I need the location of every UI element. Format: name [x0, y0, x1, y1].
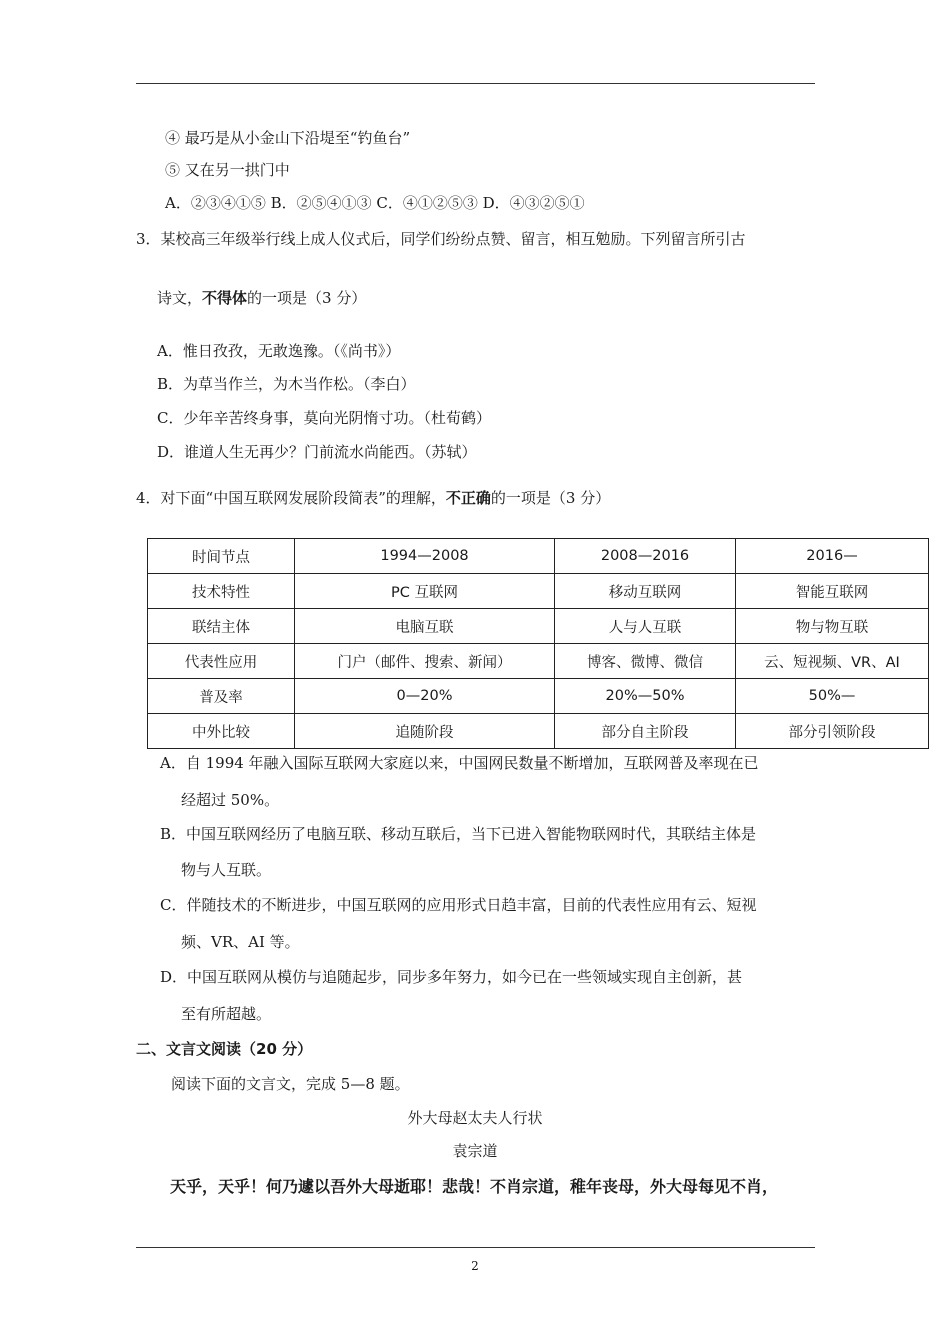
- table-cell: 0—20%: [295, 679, 555, 714]
- q4-stem-score: 的一项是（3 分）: [490, 489, 611, 507]
- table-cell: 2016—: [736, 539, 929, 574]
- table-row: [148, 609, 929, 644]
- q4-option-d-line2: 至有所超越。: [181, 1005, 272, 1023]
- q4-option-b-line2: 物与人互联。: [181, 861, 272, 879]
- table-cell: 2008—2016: [555, 539, 736, 574]
- table-cell: 50%—: [736, 679, 929, 714]
- q3-stem-score: 的一项是（3 分）: [247, 289, 367, 307]
- table-cell: 普及率: [148, 679, 295, 714]
- table-row: [148, 679, 929, 714]
- q2-answer-options: A．②③④①⑤ B．②⑤④①③ C．④①②⑤③ D．④③②⑤①: [165, 194, 585, 212]
- table-cell: 部分引领阶段: [736, 714, 929, 749]
- table-cell: 云、短视频、VR、AI: [736, 644, 929, 679]
- table-row: [148, 574, 929, 609]
- section-instruction: 阅读下面的文言文，完成 5—8 题。: [171, 1075, 410, 1093]
- q4-option-a-line2: 经超过 50%。: [181, 791, 280, 809]
- table-cell: 门户（邮件、搜索、新闻）: [295, 644, 555, 679]
- q3-stem-line1: 3．某校高三年级举行线上成人仪式后，同学们纷纷点赞、留言，相互勉励。下列留言所引古: [136, 230, 746, 248]
- table-cell: 博客、微博、微信: [555, 644, 736, 679]
- footer-rule: [136, 1247, 815, 1248]
- q3-option-b: B．为草当作兰，为木当作松。（李白）: [157, 375, 416, 393]
- q4-option-b-line1: B．中国互联网经历了电脑互联、移动互联后，当下已进入智能物联网时代，其联结主体是: [160, 825, 757, 843]
- table-cell: 智能互联网: [736, 574, 929, 609]
- passage-title: 外大母赵太夫人行状: [407, 1109, 543, 1127]
- table-cell: 代表性应用: [148, 644, 295, 679]
- q3-stem-line2: [157, 288, 366, 308]
- table-cell: 部分自主阶段: [555, 714, 736, 749]
- table-row: [148, 714, 929, 749]
- table-cell: PC 互联网: [295, 574, 555, 609]
- table-cell: 中外比较: [148, 714, 295, 749]
- q4-option-d-line1: D．中国互联网从模仿与追随起步，同步多年努力，如今已在一些领域实现自主创新，甚: [160, 968, 743, 986]
- q3-stem-text: 诗文，: [157, 289, 203, 307]
- table-row: [148, 539, 929, 574]
- q4-emphasis: 不正确: [445, 489, 491, 507]
- table-cell: 技术特性: [148, 574, 295, 609]
- table-cell: 移动互联网: [555, 574, 736, 609]
- table-cell: 1994—2008: [295, 539, 555, 574]
- table-cell: 20%—50%: [555, 679, 736, 714]
- passage-first-line: 天乎，天乎！何乃遽以吾外大母逝耶！悲哉！不肖宗道，稚年丧母，外大母每见不肖，: [170, 1177, 779, 1196]
- table-row: [148, 644, 929, 679]
- q3-option-c: C．少年辛苦终身事，莫向光阴惰寸功。（杜荀鹤）: [157, 409, 491, 427]
- passage-author: 袁宗道: [452, 1142, 498, 1160]
- q4-option-c-line1: C．伴随技术的不断进步，中国互联网的应用形式日趋丰富，目前的代表性应用有云、短视: [160, 896, 757, 914]
- section-heading: 二、文言文阅读（20 分）: [136, 1040, 313, 1058]
- table-cell: 物与物互联: [736, 609, 929, 644]
- q3-option-a: A．惟日孜孜，无敢逸豫。（《尚书》）: [157, 342, 401, 360]
- table-cell: 追随阶段: [295, 714, 555, 749]
- q4-option-c-line2: 频、VR、AI 等。: [181, 933, 300, 951]
- page-number: 2: [471, 1259, 479, 1273]
- table-cell: 电脑互联: [295, 609, 555, 644]
- q4-stem-text: 4．对下面“中国互联网发展阶段简表”的理解，: [136, 489, 446, 507]
- q2-item-4: ④ 最巧是从小金山下沿堤至“钓鱼台”: [165, 129, 411, 147]
- header-rule: [136, 83, 815, 84]
- q2-item-5: ⑤ 又在另一拱门中: [165, 161, 290, 179]
- q3-option-d: D．谁道人生无再少？门前流水尚能西。（苏轼）: [157, 443, 477, 461]
- table-cell: 时间节点: [148, 539, 295, 574]
- table-cell: 人与人互联: [555, 609, 736, 644]
- table-cell: 联结主体: [148, 609, 295, 644]
- q4-option-a-line1: A．自 1994 年融入国际互联网大家庭以来，中国网民数量不断增加，互联网普及率现在已: [160, 754, 759, 772]
- q3-emphasis: 不得体: [202, 289, 248, 307]
- internet-stage-table: [147, 538, 929, 749]
- q4-stem: [136, 488, 610, 508]
